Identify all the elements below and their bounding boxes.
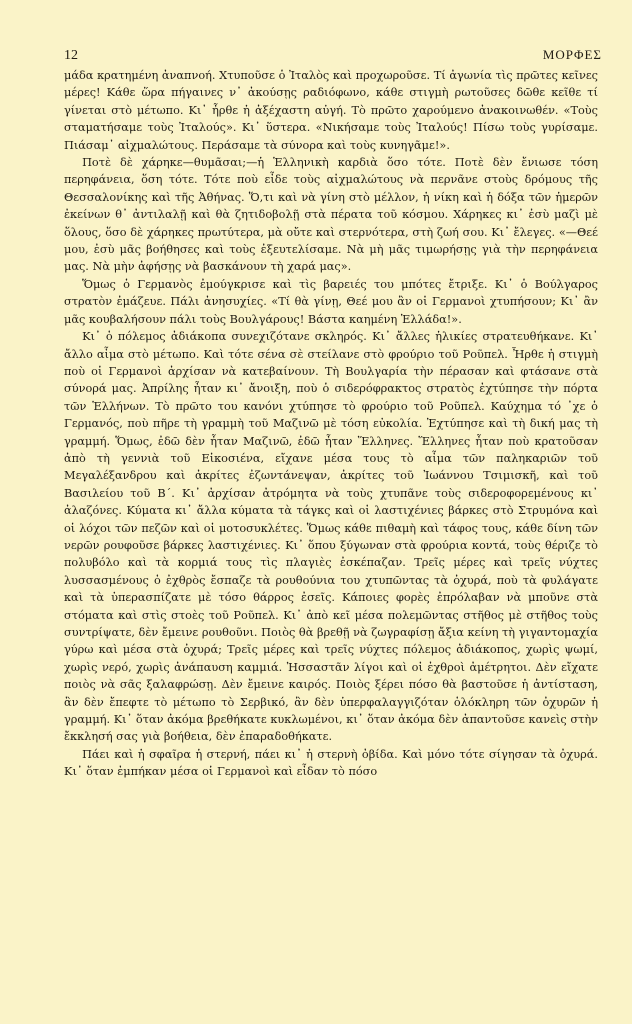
page-number: 12 bbox=[64, 48, 78, 63]
text-body bbox=[64, 67, 598, 781]
running-title: ΜΟΡΦΕΣ bbox=[542, 47, 602, 62]
paragraph-2: Ποτὲ δὲ χάρηκε—θυμᾶσαι;—ἡ Ἑλληνικὴ καρδιὰ ὅσο τότε. Ποτὲ δὲν ἔνιωσε τόση περηφάνεια, ὅση τότε. Τότε ποὺ εἶδε τοὺς αἰχμαλώτους νὰ περνᾶνε στοὺς δρόμους τῆς Θεσσαλονίκης καὶ τῆς Ἀθήνας. Ὅ,τι καὶ νὰ γίνη στὸ μέλλον, ἡ νίκη καὶ ἡ δόξα τῶν ἡμερῶν ἐκείνων θ᾿ ἀντιλαλῇ καὶ θὰ ζητιδοβολῇ στὰ πέρατα τοῦ κόσμου. Χάρηκες κι᾿ ἐσὺ μαζὶ μὲ ὅλους, ὅσο δὲ χάρηκες πρωτύτερα, μὰ οὔτε καὶ στερνότερα, στὴ ζωή σου. Κι᾿ ἔλεγες. «—Θεέ μου, ἐσὺ μᾶς βοήθησες καὶ τοὺς ἐξευτελίσαμε. Νὰ μὴ μᾶς τιμωρήσῃς γιὰ τὴν περηφάνεια μας. Νὰ μὴν ἀφήσῃς νὰ βασκάνουν τὴ χαρά μας». bbox=[64, 156, 598, 274]
paragraph-1: μάδα κρατημένη ἀναπνοή. Χτυποῦσε ὁ Ἰταλὸς καὶ προχωροῦσε. Τί ἀγωνία τὶς πρῶτες κεῖνες μέρες! Κάθε ὥρα πήγαινες ν᾿ ἀκούσῃς ραδιόφωνο, κάθε στιγμὴ ρωτοῦσες δῶθε κεῖθε τί γίνεται στὸ μέτωπο. Κι᾿ ἦρθε ἡ ἀξέχαστη αὐγή. Τὸ πρῶτο χαρούμενο ἀνακοινωθέν. «Τοὺς σταματήσαμε τοὺς Ἰταλούς». Κι᾿ ὕστερα. «Νικήσαμε τοὺς Ἰταλούς! Πίσω τοὺς γυρίσαμε. Πιάσαμ᾿ αἰχμαλώτους. Περάσαμε τὰ σύνορα καὶ τοὺς κυνηγᾶμε!». bbox=[64, 69, 598, 152]
paragraph-3: Ὅμως ὁ Γερμανὸς ἐμούγκρισε καὶ τὶς βαρειές του μπότες ἔτριξε. Κι᾿ ὁ Βούλγαρος στρατὸν ἐμάζευε. Πάλι ἀνησυχίες. «Τί θὰ γίνῃ, Θεέ μου ἂν οἱ Γερμανοὶ χτυπήσουν; Κι᾿ ἂν μᾶς κουβαλήσουν πάλι τοὺς Βουλγάρους! Βάστα καημένη Ἑλλάδα!». bbox=[64, 277, 598, 326]
page-header bbox=[64, 47, 602, 64]
paragraph-4: Κι᾿ ὁ πόλεμος ἀδιάκοπα συνεχιζότανε σκληρός. Κι᾿ ἄλλες ἡλικίες στρατευθήκανε. Κι᾿ ἄλλο αἷμα στὸ μέτωπο. Καὶ τότε σένα σὲ στείλανε στὸ φρούριο τοῦ Ροῦπελ. Ἦρθε ἡ στιγμὴ ποὺ οἱ Γερμανοὶ ἀρχίσαν νὰ κατεβαίνουν. Τὴ Βουλγαρία τὴν πέρασαν καὶ φτάσανε στὰ σύνορά μας. Ἀπρίλης ἦταν κι᾿ ἄνοιξη, ποὺ ὁ σιδερόφρακτος στρατὸς ἐχτύπησε τὴν πόρτα τῶν Ἑλλήνων. Τὸ πρῶτο του κανόνι χτύπησε τὸ φρούριο τοῦ Ροῦπελ. Καύχημα τό ᾿χε ὁ Γερμανός, ποὺ πῆρε τὴ γραμμὴ τοῦ Μαζινῶ μὲ τόση εὐκολία. Ἐχτύπησε καὶ τὴ δική μας τὴ γραμμή. Ὅμως, ἐδῶ δὲν ἦταν Μαζινῶ, ἐδῶ ἦταν Ἕλληνες. Ἕλληνες ἦταν ποὺ κρατοῦσαν ἀπὸ τὴ γεννιὰ τοῦ Εἰκοσιένα, εἴχανε μέσα τους τὸ αἷμα τῶν παληκαριῶν τοῦ Μεγαλέξανδρου καὶ ἀκρίτες ἐζωντάνεψαν, ἀκρίτες τοῦ Ἰωάννου Τσιμισκῆ, καὶ τοῦ Βασιλείου τοῦ Β΄. Κι᾿ ἀρχίσαν ἀτρόμητα νὰ τοὺς χτυπᾶνε τοὺς σιδεροφορεμένους κι᾿ ἀλαζόνες. Κύματα κι᾿ ἄλλα κύματα τὰ τάγκς καὶ οἱ λαστιχένιες βάρκες στὸ Στρυμόνα καὶ οἱ λόχοι τῶν πεζῶν καὶ οἱ μοτοσυκλέτες. Ὅμως κάθε πιθαμὴ καὶ τάφος τους, κάθε δίνη τῶν νερῶν ρουφοῦσε βάρκες λαστιχένιες. Κι᾿ ὅπου ξύγωναν στὰ φρούρια κοντά, τοὺς θέριζε τὸ πολυβόλο καὶ τὰ κορμιά τους τὶς πλαγιὲς ἐσκέπαζαν. Τρεῖς μέρες καὶ τρεῖς νύχτες λυσσασμένους ὁ ἐχθρὸς ἔσπαζε τὰ ρουθούνια του χτυπῶντας τὰ ὀχυρά, ποὺ τὰ φυλάγατε καὶ τὰ ὑπερασπίζατε μὲ τόσο θάρρος ἐσεῖς. Κάποιες φορὲς ἐπρόλαβαν νὰ μποῦνε στὰ στόματα καὶ στὶς στοὲς τοῦ Ροῦπελ. Κι᾿ ἀπὸ κεῖ μέσα πολεμῶντας στῆθος μὲ στῆθος τοὺς συντρίψατε, δὲν ἔμεινε ρουθοῦνι. Ποιὸς θὰ βρεθῇ νὰ ζωγραφίσῃ ἄξια κείνη τὴ γιγαντομαχία γύρω καὶ μέσα στὰ ὀχυρά; Τρεῖς μέρες καὶ τρεῖς νύχτες πόλεμος ἀδιάκοπος, χωρὶς ψωμί, χωρὶς νερό, χωρὶς ἀνάπαυση καμμιά. Ἡσσαστᾶν λίγοι καὶ οἱ ἐχθροὶ ἀμέτρητοι. Δὲν εἴχατε ποιὸς νὰ σᾶς ξαλαφρώσῃ. Δὲν ἔμεινε καιρός. Ποιὸς ξέρει πόσο θὰ βαστοῦσε ἡ ἀντίσταση, ἂν δὲν ἔπεφτε τὸ μέτωπο τὸ Σερβικό, ἂν δὲν ὑπερφαλαγγιζόταν ὁλόκληρη τῶν ὀχυρῶν ἡ γραμμή. Κι᾿ ὅταν ἀκόμα βρεθήκατε κυκλωμένοι, κι᾿ ὅταν ἀκόμα δὲν ἀπαντοῦσε κανεὶς στὴν ἔκκλησή σας γιὰ βοήθεια, δὲν ἐπαραδοθήκατε. bbox=[64, 330, 599, 744]
paragraph-5: Πάει καὶ ἡ σφαῖρα ἡ στερνή, πάει κι᾿ ἡ στερνὴ ὀβίδα. Καὶ μόνο τότε σίγησαν τὰ ὀχυρά. Κι᾿ ὅταν ἐμπήκαν μέσα οἱ Γερμανοὶ καὶ εἶδαν τὸ πόσο bbox=[64, 747, 598, 779]
